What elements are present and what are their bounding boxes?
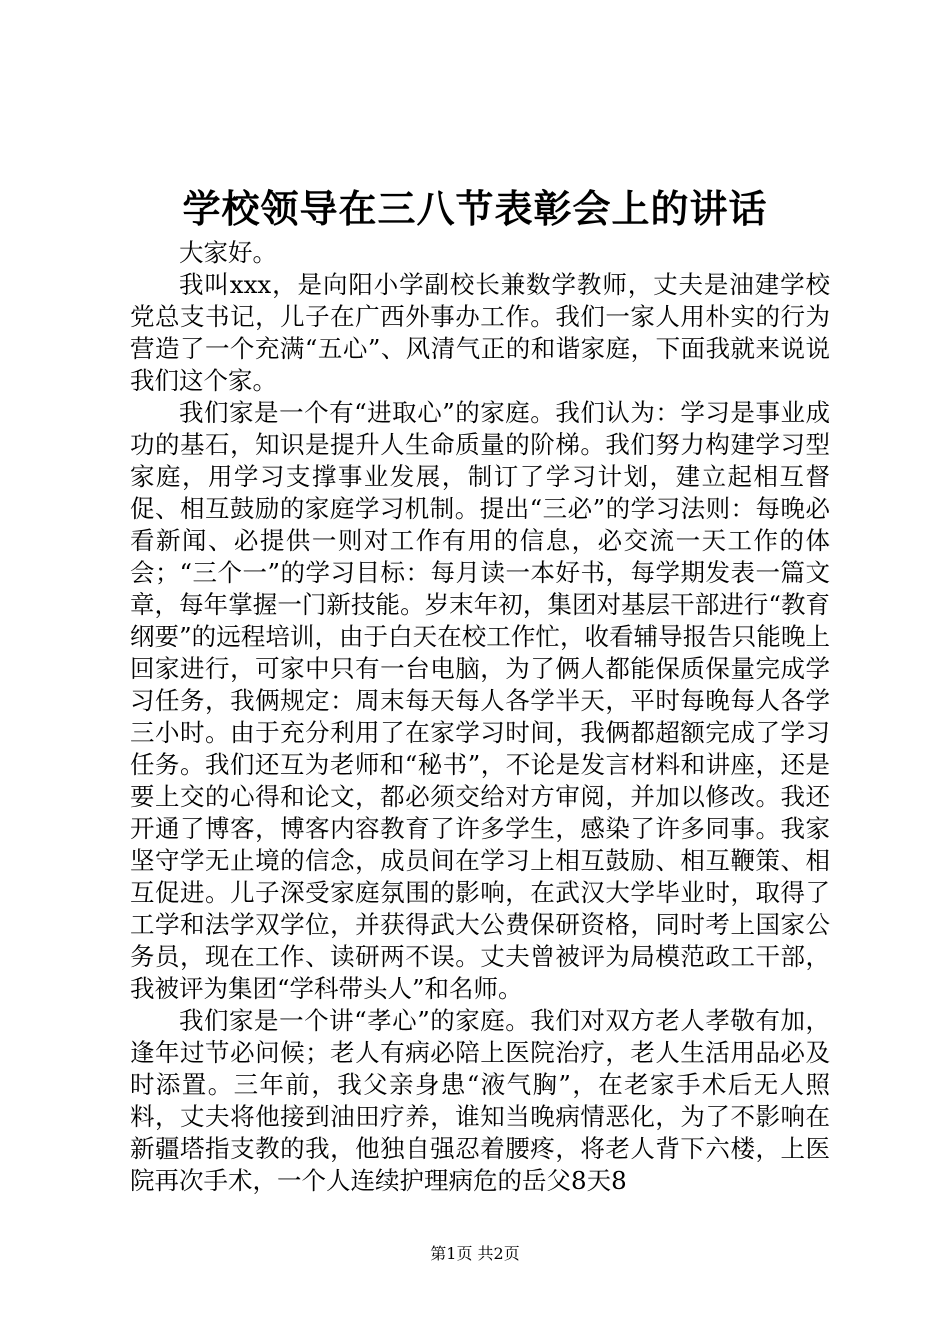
page-number-footer: 第1页 共2页 (430, 1244, 520, 1263)
document-title: 学校领导在三八节表彰会上的讲话 (182, 186, 768, 231)
paragraph-greeting: 大家好。 (179, 238, 277, 267)
document-body (130, 237, 830, 1197)
paragraph-filial-piety: 我们家是一个讲“孝心”的家庭。我们对双方老人孝敬有加，逢年过节必问候；老人有病必陪上医院治疗，老人生活用品必及时添置。三年前，我父亲身患“液气胸”，在老家手术后无人照料，丈夫将他接到油田疗养，谁知当晚病情恶化，为了不影响在新疆塔指支教的我，他独自强忍着腰疼，将老人背下六楼，上医院再次手术，一个人连续护理病危的岳父8天8 (130, 1006, 830, 1195)
paragraph-introduction: 我叫xxx，是向阳小学副校长兼数学教师，丈夫是油建学校党总支书记，儿子在广西外事办工作。我们一家人用朴实的行为营造了一个充满“五心”、风清气正的和谐家庭，下面我就来说说我们这个家。 (130, 270, 830, 395)
paragraph-ambition: 我们家是一个有“进取心”的家庭。我们认为：学习是事业成功的基石，知识是提升人生命质量的阶梯。我们努力构建学习型家庭，用学习支撑事业发展，制订了学习计划，建立起相互督促、相互鼓励的家庭学习机制。提出“三必”的学习法则：每晚必看新闻、必提供一则对工作有用的信息，必交流一天工作的体会；“三个一”的学习目标：每月读一本好书，每学期发表一篇文章，每年掌握一门新技能。岁末年初，集团对基层干部进行“教育纲要”的远程培训，由于白天在校工作忙，收看辅导报告只能晚上回家进行，可家中只有一台电脑，为了俩人都能保质保量完成学习任务，我俩规定：周末每天每人各学半天，平时每晚每人各学三小时。由于充分利用了在家学习时间，我俩都超额完成了学习任务。我们还互为老师和“秘书”，不论是发言材料和讲座，还是要上交的心得和论文，都必须交给对方审阅，并加以修改。我还开通了博客，博客内容教育了许多学生，感染了许多同事。我家坚守学无止境的信念，成员间在学习上相互鼓励、相互鞭策、相互促进。儿子深受家庭氛围的影响，在武汉大学毕业时，取得了工学和法学双学位，并获得武大公费保研资格，同时考上国家公务员，现在工作、读研两不误。丈夫曾被评为局模范政工干部，我被评为集团“学科带头人”和名师。 (130, 398, 830, 1003)
